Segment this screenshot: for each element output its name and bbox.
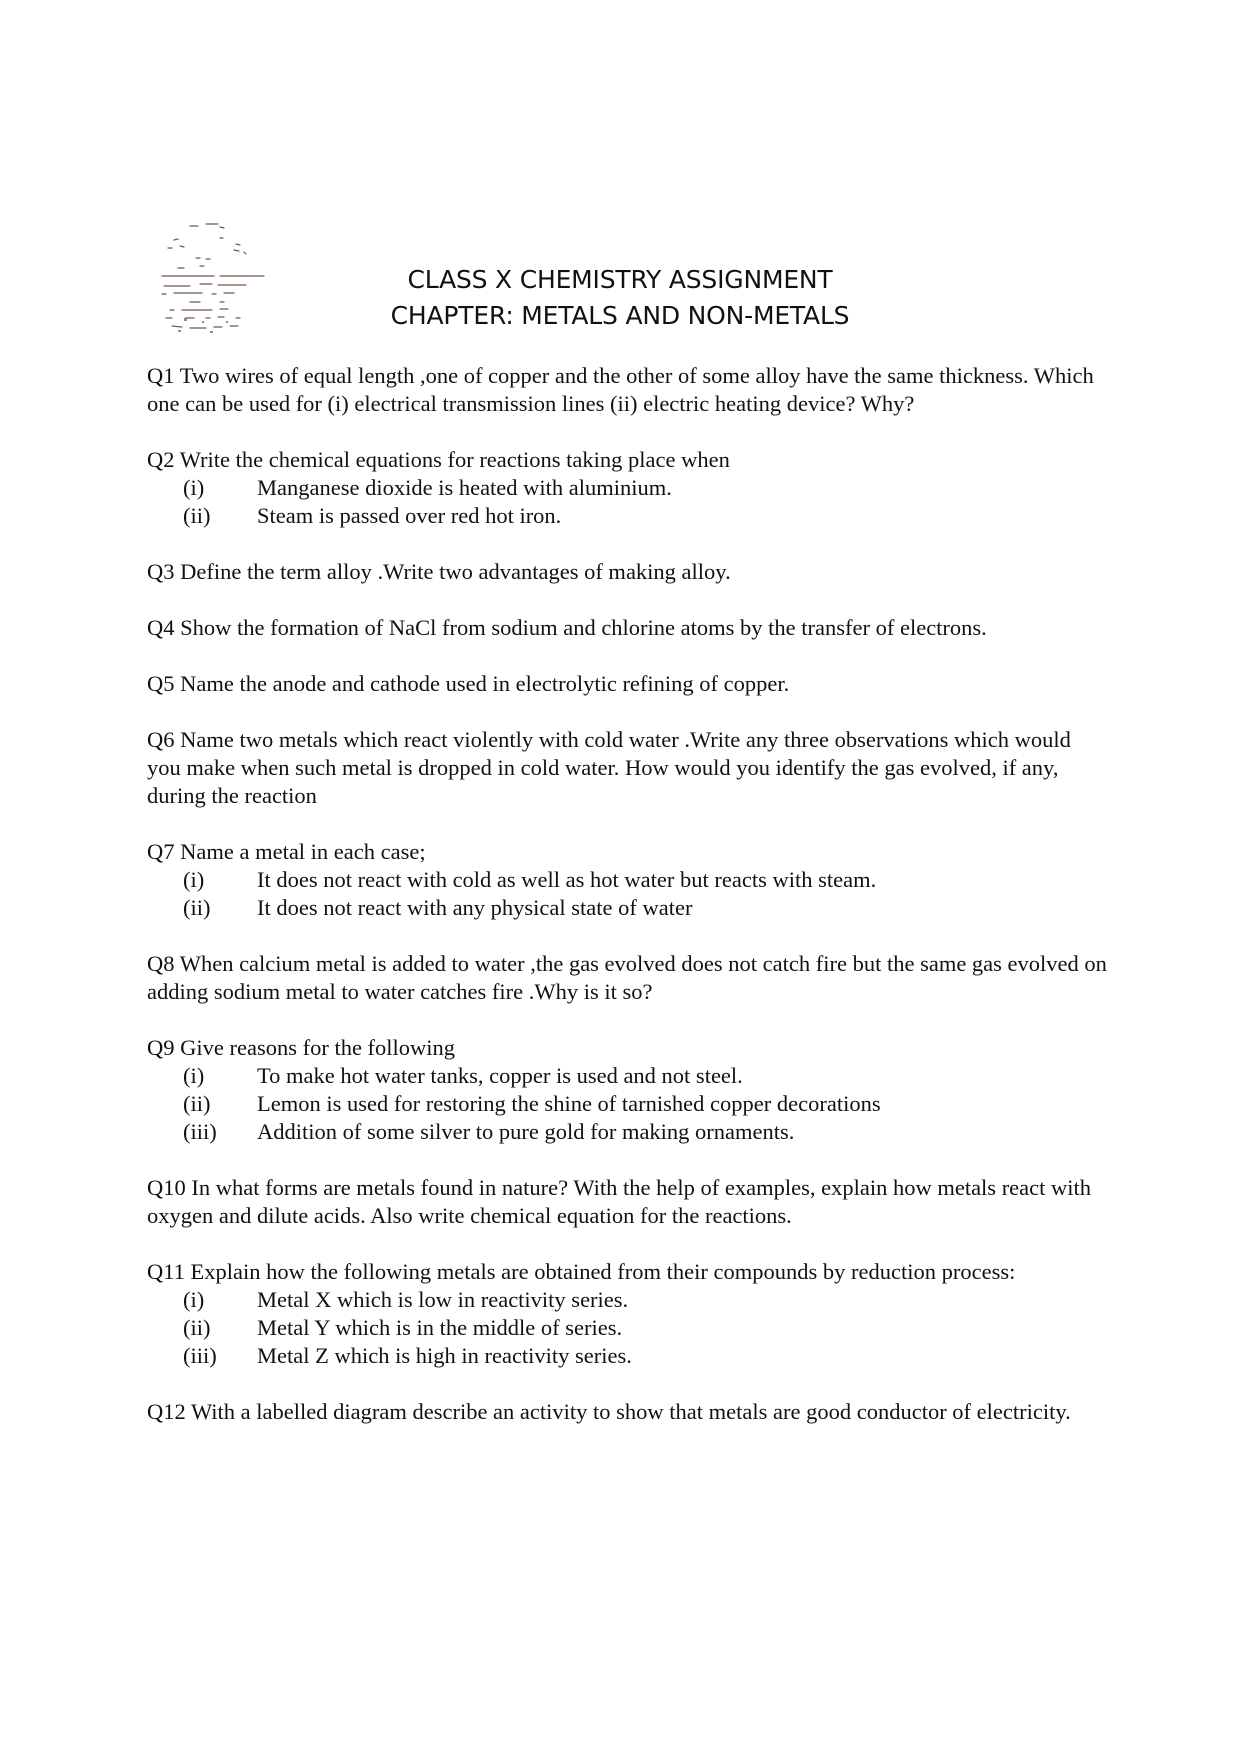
title-line-2: CHAPTER: METALS AND NON-METALS bbox=[390, 301, 850, 330]
sub-question-number: (iii) bbox=[183, 1119, 217, 1144]
question-text: Q4 Show the formation of NaCl from sodium and chlorine atoms by the transfer of electrons. bbox=[147, 615, 987, 640]
question-text: Q6 Name two metals which react violently with cold water .Write any three observations which would you make when such metal is dropped in cold water. How would you identify the gas evolved, if any, during the reaction bbox=[147, 727, 1071, 808]
question-text: Q7 Name a metal in each case; bbox=[147, 839, 426, 864]
sub-question-number: (i) bbox=[183, 867, 205, 892]
sub-question bbox=[147, 894, 1107, 922]
sub-question-number: (i) bbox=[183, 475, 205, 500]
question-3 bbox=[147, 558, 1107, 586]
sub-question bbox=[147, 1314, 1107, 1342]
question-10 bbox=[147, 1174, 1107, 1230]
sub-question-text: It does not react with any physical state of water bbox=[257, 895, 693, 920]
sub-question-number: (ii) bbox=[183, 1091, 211, 1116]
question-text: Q2 Write the chemical equations for reactions taking place when bbox=[147, 447, 730, 472]
school-emblem-icon bbox=[160, 218, 272, 336]
sub-question bbox=[147, 1286, 1107, 1314]
sub-question-text: To make hot water tanks, copper is used and not steel. bbox=[257, 1063, 743, 1088]
question-text: Q11 Explain how the following metals are obtained from their compounds by reduction process: bbox=[147, 1259, 1016, 1284]
title-line-1: CLASS X CHEMISTRY ASSIGNMENT bbox=[407, 265, 833, 294]
sub-question-number: (ii) bbox=[183, 895, 211, 920]
sub-question-number: (ii) bbox=[183, 1315, 211, 1340]
sub-question-text: Metal Z which is high in reactivity series. bbox=[257, 1343, 632, 1368]
sub-question bbox=[147, 1062, 1107, 1090]
question-text: Q5 Name the anode and cathode used in electrolytic refining of copper. bbox=[147, 671, 790, 696]
question-text: Q8 When calcium metal is added to water ,the gas evolved does not catch fire but the same gas evolved on adding sodium metal to water catches fire .Why is it so? bbox=[147, 951, 1107, 1004]
question-1 bbox=[147, 362, 1107, 418]
question-text: Q3 Define the term alloy .Write two advantages of making alloy. bbox=[147, 559, 731, 584]
sub-question-text: Addition of some silver to pure gold for making ornaments. bbox=[257, 1119, 795, 1144]
sub-question bbox=[147, 474, 1107, 502]
sub-question-text: It does not react with cold as well as hot water but reacts with steam. bbox=[257, 867, 877, 892]
sub-question-text: Manganese dioxide is heated with aluminium. bbox=[257, 475, 672, 500]
question-8 bbox=[147, 950, 1107, 1006]
question-2 bbox=[147, 446, 1107, 530]
question-text: Q10 In what forms are metals found in nature? With the help of examples, explain how metals react with oxygen and dilute acids. Also write chemical equation for the reactions. bbox=[147, 1175, 1092, 1228]
sub-question-number: (i) bbox=[183, 1287, 205, 1312]
sub-question-number: (iii) bbox=[183, 1343, 217, 1368]
question-9 bbox=[147, 1034, 1107, 1146]
sub-question-text: Lemon is used for restoring the shine of tarnished copper decorations bbox=[257, 1091, 881, 1116]
question-7 bbox=[147, 838, 1107, 922]
sub-question-number: (ii) bbox=[183, 503, 211, 528]
sub-question bbox=[147, 1342, 1107, 1370]
question-text: Q12 With a labelled diagram describe an activity to show that metals are good conductor of electricity. bbox=[147, 1399, 1071, 1424]
sub-question bbox=[147, 866, 1107, 894]
page-heading bbox=[300, 262, 940, 334]
question-4 bbox=[147, 614, 1107, 642]
question-6 bbox=[147, 726, 1107, 810]
question-text: Q9 Give reasons for the following bbox=[147, 1035, 456, 1060]
question-list bbox=[147, 362, 1107, 1454]
sub-question bbox=[147, 1090, 1107, 1118]
sub-question bbox=[147, 1118, 1107, 1146]
sub-question-text: Steam is passed over red hot iron. bbox=[257, 503, 562, 528]
question-12 bbox=[147, 1398, 1107, 1426]
sub-question-text: Metal X which is low in reactivity series. bbox=[257, 1287, 629, 1312]
sub-question-number: (i) bbox=[183, 1063, 205, 1088]
question-text: Q1 Two wires of equal length ,one of copper and the other of some alloy have the same thickness. Which one can be used for (i) electrical transmission lines (ii) electric heating device? Why? bbox=[147, 363, 1094, 416]
question-11 bbox=[147, 1258, 1107, 1370]
sub-question-text: Metal Y which is in the middle of series. bbox=[257, 1315, 623, 1340]
question-5 bbox=[147, 670, 1107, 698]
sub-question bbox=[147, 502, 1107, 530]
